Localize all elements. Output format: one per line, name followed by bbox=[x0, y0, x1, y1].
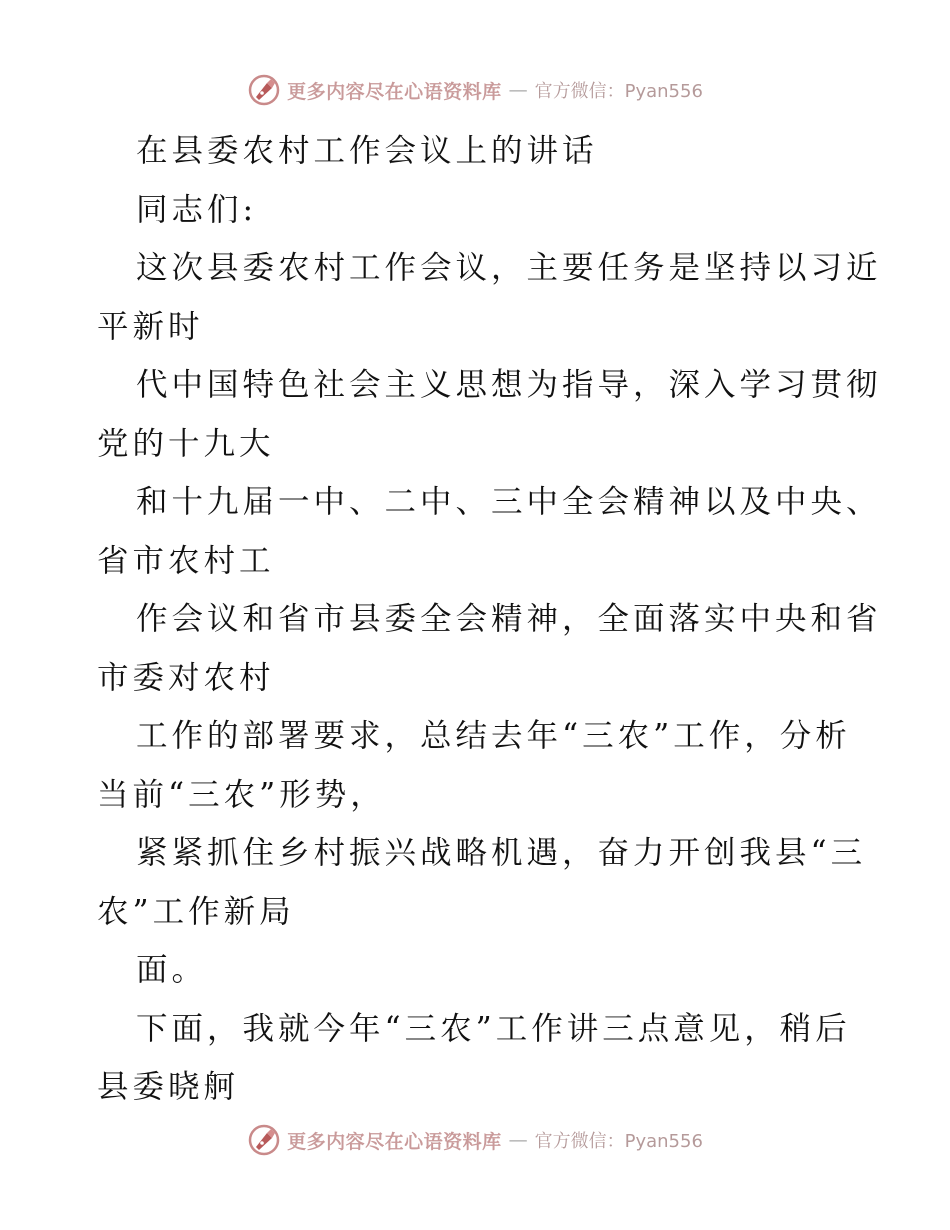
body-line: 作会议和省市县委全会精神，全面落实中央和省 bbox=[136, 601, 882, 637]
salutation: 同志们: bbox=[136, 191, 258, 228]
watermark-dash: — bbox=[508, 1129, 528, 1151]
body-line: 代中国特色社会主义思想为指导，深入学习贯彻 bbox=[136, 367, 882, 403]
body-line: 下面，我就今年“三农”工作讲三点意见，稍后 bbox=[136, 1010, 851, 1047]
body-line: 党的十九大 bbox=[97, 425, 275, 462]
document-title: 在县委农村工作会议上的讲话 bbox=[136, 133, 598, 169]
body-line: 市委对农村 bbox=[97, 659, 275, 696]
watermark-right-text: 官方微信：Pyan556 bbox=[534, 1131, 703, 1152]
document-body bbox=[97, 122, 882, 1117]
watermark-dash: — bbox=[508, 79, 528, 101]
watermark-left-text: 更多内容尽在心语资料库 bbox=[287, 1130, 502, 1153]
body-line: 这次县委农村工作会议，主要任务是坚持以习近 bbox=[136, 250, 882, 286]
footer-watermark bbox=[0, 1120, 950, 1160]
pen-nib-logo-icon bbox=[247, 73, 281, 107]
body-line: 工作的部署要求，总结去年“三农”工作，分析 bbox=[136, 718, 851, 754]
body-line: 紧紧抓住乡村振兴战略机遇，奋力开创我县“三 bbox=[136, 835, 867, 871]
pen-nib-logo-icon bbox=[247, 1123, 281, 1157]
body-line: 农”工作新局 bbox=[97, 893, 295, 930]
body-line: 县委晓舸 bbox=[97, 1069, 240, 1105]
header-watermark bbox=[0, 70, 950, 110]
body-line: 当前“三农”形势， bbox=[97, 776, 386, 813]
watermark-right-text: 官方微信：Pyan556 bbox=[534, 81, 703, 102]
body-line: 和十九届一中、二中、三中全会精神以及中央、 bbox=[136, 484, 882, 520]
body-line: 平新时 bbox=[97, 308, 204, 345]
watermark-left-text: 更多内容尽在心语资料库 bbox=[287, 80, 502, 103]
body-line: 省市农村工 bbox=[97, 542, 275, 579]
body-line: 面。 bbox=[136, 952, 208, 988]
